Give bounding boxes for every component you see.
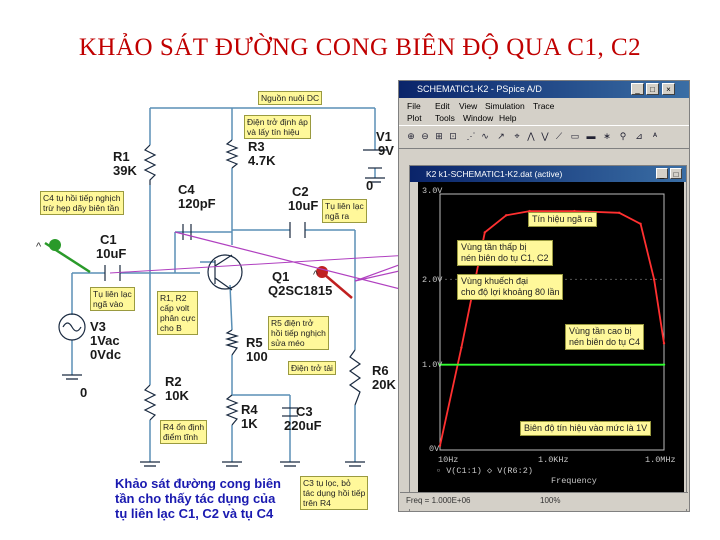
log-x-icon[interactable]: ⋰ xyxy=(466,131,476,141)
pspice-title-bar xyxy=(399,81,689,98)
slide-summary: Khảo sát đường cong biên tần cho thấy tác dụng của tụ liên lạc C1, C2 và tụ C4 xyxy=(112,474,284,523)
r2-value: 10K xyxy=(165,388,189,403)
ground-label-v1: 0 xyxy=(366,178,374,193)
cursor-peak-icon[interactable]: ⋀ xyxy=(527,131,535,141)
r2-name: R2 xyxy=(165,374,182,389)
c3-value: 220uF xyxy=(284,418,322,433)
c4-value: 120pF xyxy=(178,196,216,211)
x-axis-label: Frequency xyxy=(551,476,597,486)
r5-value: 100 xyxy=(246,349,268,364)
data-point xyxy=(663,342,665,344)
fourier-icon[interactable]: ∿ xyxy=(481,131,489,141)
menu-trace[interactable]: Trace xyxy=(533,101,555,111)
r3-value: 4.7K xyxy=(248,153,276,168)
cursor-min-icon[interactable]: ▭ xyxy=(570,131,580,141)
toggle-cursor-icon[interactable]: ⌖ xyxy=(514,131,520,141)
probe-window-title: K2 k1-SCHEMATIC1-K2.dat (active) xyxy=(426,169,563,179)
q1-emitter xyxy=(215,278,232,290)
note-tin-hieu-vao: Biên độ tín hiệu vào mức là 1V xyxy=(520,421,651,436)
r6-name: R6 xyxy=(372,363,389,378)
menu-window[interactable]: Window xyxy=(463,113,494,123)
menu-edit[interactable]: Edit xyxy=(435,101,450,111)
r2-symbol xyxy=(145,385,155,420)
y-tick-2v: 2.0V xyxy=(422,275,443,285)
note-tin-hieu-ngo-ra: Tín hiệu ngã ra xyxy=(528,212,597,227)
probe-minimize-button[interactable]: _ xyxy=(656,168,668,179)
r1-label xyxy=(113,150,137,178)
x-tick-10hz: 10Hz xyxy=(438,455,459,465)
v3-sine xyxy=(63,323,81,331)
r4-name: R4 xyxy=(241,402,258,417)
x-tick-1mhz: 1.0MHz xyxy=(645,455,676,465)
c2-name: C2 xyxy=(292,184,309,199)
c1-name: C1 xyxy=(100,232,117,247)
mark-label-icon[interactable]: ⊿ xyxy=(635,131,643,141)
r5-label xyxy=(246,336,268,364)
r3-symbol xyxy=(227,140,237,168)
r1-symbol xyxy=(145,145,155,185)
status-zoom: 100% xyxy=(540,496,561,505)
add-trace-icon[interactable]: ↗ xyxy=(497,131,505,141)
probe-caret-green: ^ xyxy=(36,241,42,253)
pspice-window-title: SCHEMATIC1-K2 - PSpice A/D xyxy=(417,84,542,94)
data-point xyxy=(663,363,665,365)
v3-value-dc: 0Vdc xyxy=(90,347,122,362)
r3-label xyxy=(248,140,275,168)
r1-name: R1 xyxy=(113,149,130,164)
note-dien-tro-tai: Điện trở tải xyxy=(288,361,336,375)
probe-title-bar xyxy=(410,166,686,182)
r2-label xyxy=(165,375,189,403)
cursor-max-icon[interactable]: ▬ xyxy=(586,131,596,141)
note-c4: C4 tụ hồi tiếp nghịch trừ hẹp dãy biên tần xyxy=(40,191,124,215)
note-vung-tan-thap: Vùng tần thấp bị nén biên do tụ C1, C2 xyxy=(457,240,553,266)
menu-view[interactable]: View xyxy=(459,101,478,111)
r1-value: 39K xyxy=(113,163,137,178)
cursor-trough-icon[interactable]: ⋁ xyxy=(541,131,549,141)
note-vung-tan-cao: Vùng tần cao bị nén biên do tụ C4 xyxy=(565,324,644,350)
cursor-point-icon[interactable]: ∗ xyxy=(603,131,611,141)
c3-name: C3 xyxy=(296,404,313,419)
maximize-button[interactable]: □ xyxy=(646,83,659,95)
c1-label xyxy=(96,233,126,261)
frequency-response-chart xyxy=(418,182,684,492)
close-button[interactable]: × xyxy=(662,83,675,95)
slide-title: KHẢO SÁT ĐƯỜNG CONG BIÊN ĐỘ QUA C1, C2 xyxy=(78,34,642,61)
c4-label xyxy=(178,183,216,211)
note-r1-r2: R1, R2 cấp volt phân cực cho B xyxy=(157,291,198,335)
menu-file[interactable]: File xyxy=(407,101,421,111)
plot-frame xyxy=(440,194,664,450)
data-point xyxy=(639,223,641,225)
status-bar xyxy=(400,492,688,509)
note-c3: C3 tụ lọc, bỏ tác dụng hồi tiếp trên R4 xyxy=(300,476,368,510)
r6-symbol xyxy=(350,350,360,405)
ground-label-v3: 0 xyxy=(80,385,88,400)
data-point xyxy=(505,214,507,216)
cursor-search-icon[interactable]: ⚲ xyxy=(619,131,627,141)
r5-name: R5 xyxy=(246,335,263,350)
data-point xyxy=(653,278,655,280)
q1-name: Q1 xyxy=(272,269,290,284)
circuit-parts xyxy=(59,140,387,425)
v1-label xyxy=(376,130,394,158)
zoom-out-icon[interactable]: ⊖ xyxy=(421,131,429,141)
menu-help[interactable]: Help xyxy=(499,113,517,123)
note-r5: R5 điện trở hồi tiếp nghịch sửa méo xyxy=(268,316,329,350)
r4-value: 1K xyxy=(241,416,258,431)
data-point xyxy=(484,231,486,233)
menu-simulation[interactable]: Simulation xyxy=(485,101,525,111)
zoom-fit-icon[interactable]: ⊡ xyxy=(449,131,457,141)
menu-tools[interactable]: Tools xyxy=(435,113,455,123)
y-tick-1v: 1.0V xyxy=(422,360,443,370)
data-point xyxy=(460,346,462,348)
note-tu-lien-lac-ngo-vao: Tụ liên lạc ngã vào xyxy=(90,287,135,311)
c2-label xyxy=(288,185,318,213)
zoom-area-icon[interactable]: ⊞ xyxy=(435,131,443,141)
minimize-button[interactable]: _ xyxy=(631,83,644,95)
v3-name: V3 xyxy=(90,319,106,334)
c2-value: 10uF xyxy=(288,198,319,213)
v1-name: V1 xyxy=(376,129,392,144)
menu-bar xyxy=(399,99,689,125)
r3-name: R3 xyxy=(248,139,265,154)
x-tick-1khz: 1.0KHz xyxy=(538,455,569,465)
r4-label xyxy=(241,403,258,431)
r6-value: 20K xyxy=(372,377,396,392)
note-vung-khuech-dai: Vùng khuếch đại cho độ lợi khoảng 80 lần xyxy=(457,274,563,300)
legend: ▫ V(C1:1) ◇ V(R6:2) xyxy=(436,466,533,476)
zoom-in-icon[interactable]: ⊕ xyxy=(407,131,415,141)
note-nguon-dc: Nguồn nuôi DC xyxy=(258,91,322,105)
probe-caret-red: ^ xyxy=(313,269,319,281)
note-dien-tro-dinh-ap: Điện trở định áp và lấy tín hiệu xyxy=(244,115,311,139)
r6-label xyxy=(372,364,396,392)
c4-name: C4 xyxy=(178,182,195,197)
q1-label xyxy=(268,270,332,298)
v3-value-ac: 1Vac xyxy=(90,333,120,348)
q1-value: Q2SC1815 xyxy=(268,283,333,298)
c3-label xyxy=(284,405,322,433)
note-tu-lien-lac-ngo-ra: Tụ liên lạc ngã ra xyxy=(322,199,367,223)
status-frequency: Freq = 1.000E+06 xyxy=(406,496,471,505)
plot-area xyxy=(418,182,684,492)
probe-maximize-button[interactable]: □ xyxy=(670,168,682,179)
v3-label xyxy=(90,320,121,362)
data-point xyxy=(618,212,620,214)
cursor-slope-icon[interactable]: ⟋ xyxy=(555,131,563,141)
toolbar xyxy=(399,125,689,149)
menu-plot[interactable]: Plot xyxy=(407,113,422,123)
c1-value: 10uF xyxy=(96,246,127,261)
y-tick-3v: 3.0V xyxy=(422,186,443,196)
r5-symbol xyxy=(227,330,237,355)
v1-value: 9V xyxy=(378,143,394,158)
note-r4: R4 ổn định điểm tĩnh xyxy=(160,420,207,444)
y-tick-0v: 0V xyxy=(429,444,440,454)
text-label-icon[interactable]: ᴬ xyxy=(652,131,658,141)
r4-symbol xyxy=(227,395,237,425)
